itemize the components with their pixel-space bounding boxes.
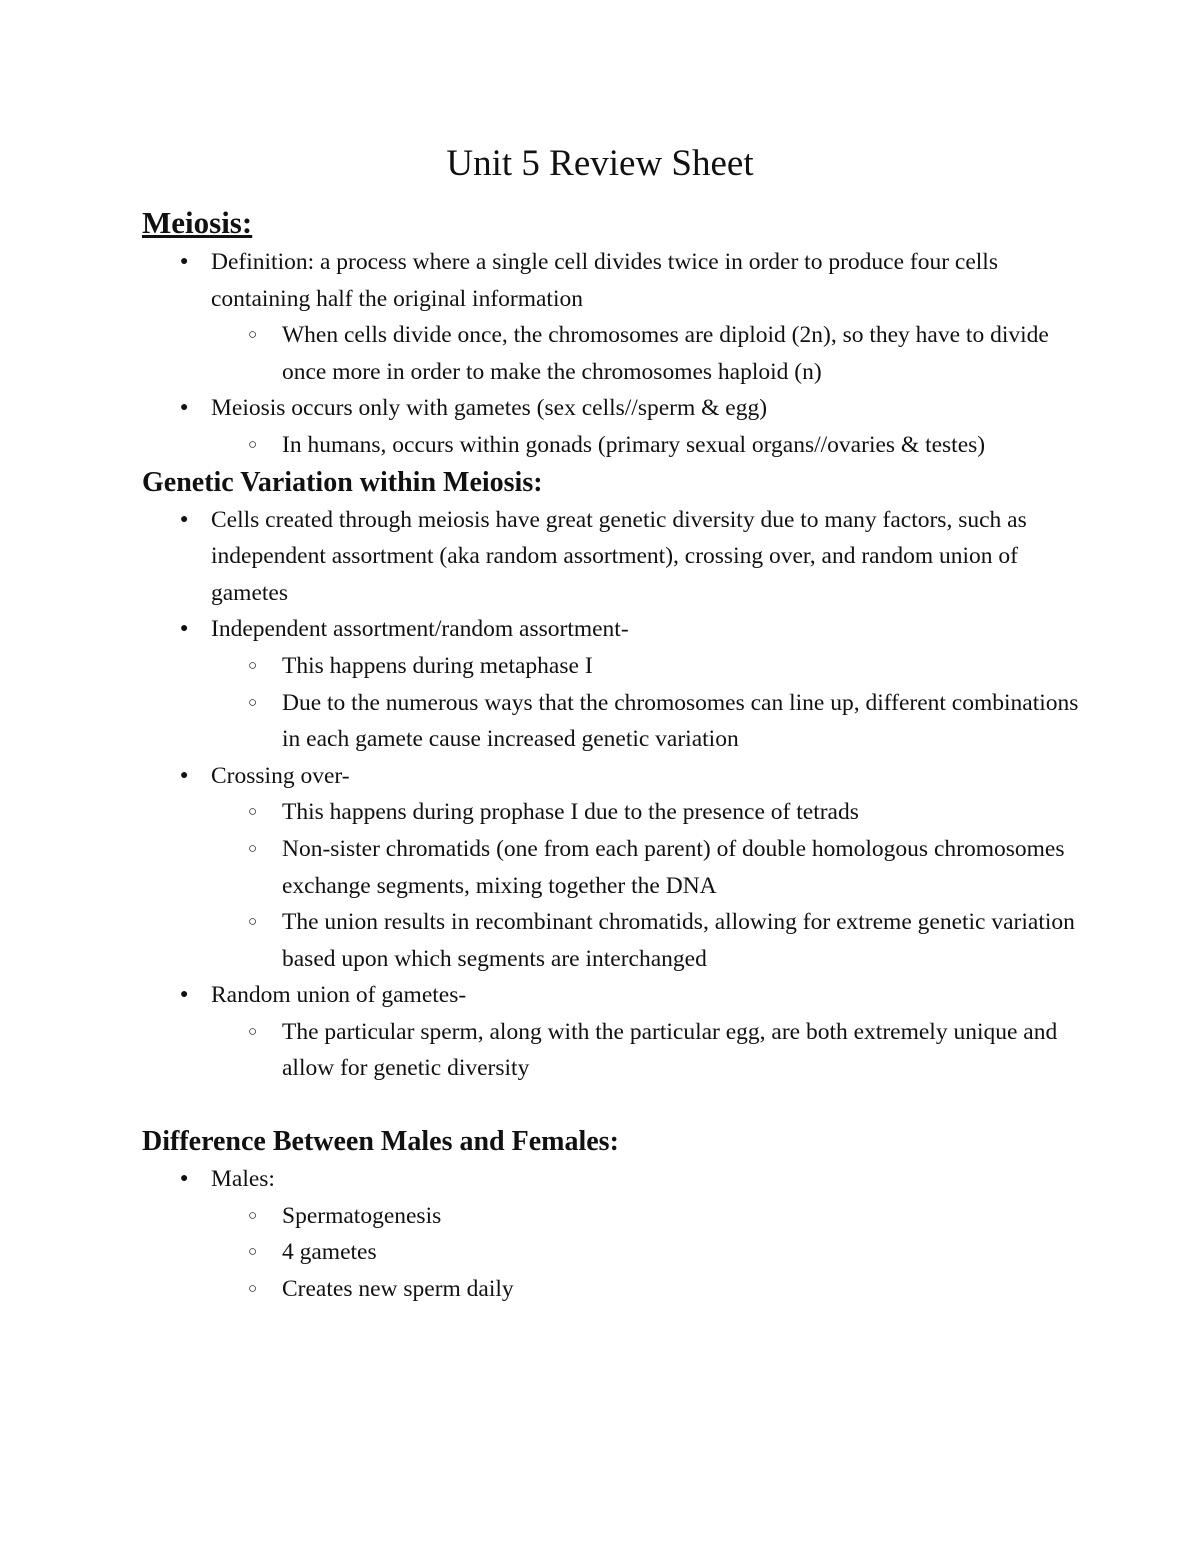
- bullet-list: [142, 244, 1082, 464]
- sub-list-item-text: In humans, occurs within gonads (primary sexual organs//ovaries & testes): [282, 431, 986, 458]
- section-heading-meiosis: Meiosis:: [142, 205, 253, 240]
- sub-list-item-text: 4 gametes: [282, 1239, 377, 1266]
- sub-list-item: [211, 1234, 1082, 1271]
- list-item-text: Meiosis occurs only with gametes (sex cells//sperm & egg): [211, 395, 768, 422]
- bullet-list: [142, 1161, 1082, 1307]
- bullet-hollow-icon: ○: [248, 914, 258, 931]
- bullet-hollow-icon: ○: [248, 327, 258, 344]
- sub-list-item-text: Creates new sperm daily: [282, 1275, 514, 1302]
- sub-list-item: [211, 904, 1082, 977]
- sub-list-item-text: Non-sister chromatids (one from each parent) of double homologous chromosomes exchange segments, mixing together the DNA: [282, 835, 1065, 899]
- sub-list-item: [211, 1198, 1082, 1235]
- bullet-hollow-icon: ○: [248, 1207, 258, 1224]
- sub-list-item-text: When cells divide once, the chromosomes are diploid (2n), so they have to divide once more in order to make the chromosomes haploid (n): [282, 322, 1049, 385]
- section-genetic-variation: [142, 464, 1082, 1088]
- sub-list-item-text: Spermatogenesis: [282, 1202, 442, 1229]
- bullet-hollow-icon: ○: [248, 1244, 258, 1261]
- bullet-filled-icon: ●: [180, 1171, 189, 1187]
- document-page: [142, 138, 1082, 1307]
- bullet-filled-icon: ●: [180, 400, 189, 416]
- list-item: [142, 244, 1082, 390]
- bullet-filled-icon: ●: [180, 621, 189, 637]
- list-item-text: Definition: a process where a single cell divides twice in order to produce four cells containing half the original information: [211, 249, 998, 312]
- bullet-hollow-icon: ○: [248, 694, 258, 711]
- bullet-hollow-icon: ○: [248, 840, 258, 857]
- list-item-text: Crossing over-: [211, 762, 350, 789]
- sub-bullet-list: [211, 1014, 1082, 1087]
- sub-list-item: [211, 648, 1082, 685]
- list-item-text: Males:: [211, 1166, 275, 1193]
- bullet-hollow-icon: ○: [248, 436, 258, 453]
- sub-list-item: [211, 1014, 1082, 1087]
- bullet-filled-icon: ●: [180, 767, 189, 783]
- bullet-hollow-icon: ○: [248, 804, 258, 821]
- section-meiosis: [142, 202, 1082, 464]
- list-item: [142, 390, 1082, 463]
- sub-list-item: [211, 794, 1082, 831]
- bullet-filled-icon: ●: [180, 511, 189, 527]
- list-item: [142, 977, 1082, 1087]
- sub-bullet-list: [211, 1198, 1082, 1308]
- bullet-list: [142, 502, 1082, 1088]
- list-item: [142, 611, 1082, 757]
- sub-list-item-text: Due to the numerous ways that the chromosomes can line up, different combinations in each gamete cause increased genetic variation: [282, 689, 1079, 753]
- list-item-text: Independent assortment/random assortment-: [211, 616, 629, 643]
- sub-list-item-text: This happens during metaphase I: [282, 652, 593, 679]
- list-item: [142, 1161, 1082, 1307]
- sub-list-item: [211, 685, 1082, 758]
- bullet-hollow-icon: ○: [248, 657, 258, 674]
- sub-list-item: [211, 831, 1082, 904]
- sub-list-item: [211, 427, 1082, 464]
- sub-bullet-list: [211, 648, 1082, 758]
- bullet-filled-icon: ●: [180, 254, 189, 269]
- bullet-hollow-icon: ○: [248, 1023, 258, 1040]
- sub-list-item: [211, 1271, 1082, 1308]
- list-item: [142, 502, 1082, 612]
- sub-bullet-list: [211, 317, 1082, 390]
- spacer: [142, 1087, 1082, 1123]
- list-item: [142, 758, 1082, 978]
- section-male-female-difference: [142, 1123, 1082, 1307]
- bullet-filled-icon: ●: [180, 987, 189, 1003]
- section-heading-difference: Difference Between Males and Females:: [142, 1126, 619, 1158]
- sub-list-item-text: This happens during prophase I due to the presence of tetrads: [282, 799, 859, 826]
- section-heading-genetic-variation: Genetic Variation within Meiosis:: [142, 466, 543, 498]
- sub-bullet-list: [211, 794, 1082, 977]
- list-item-text: Cells created through meiosis have great genetic diversity due to many factors, such as independent assortment (aka random assortment), crossing over, and random union of gametes: [211, 506, 1027, 606]
- sub-list-item: [211, 317, 1082, 390]
- sub-list-item-text: The union results in recombinant chromatids, allowing for extreme genetic variation based upon which segments are interchanged: [282, 909, 1075, 972]
- sub-bullet-list: [211, 427, 1082, 464]
- page-title: Unit 5 Review Sheet: [446, 143, 754, 184]
- list-item-text: Random union of gametes-: [211, 982, 467, 1009]
- bullet-hollow-icon: ○: [248, 1280, 258, 1297]
- sub-list-item-text: The particular sperm, along with the particular egg, are both extremely unique and allow for genetic diversity: [282, 1018, 1058, 1082]
